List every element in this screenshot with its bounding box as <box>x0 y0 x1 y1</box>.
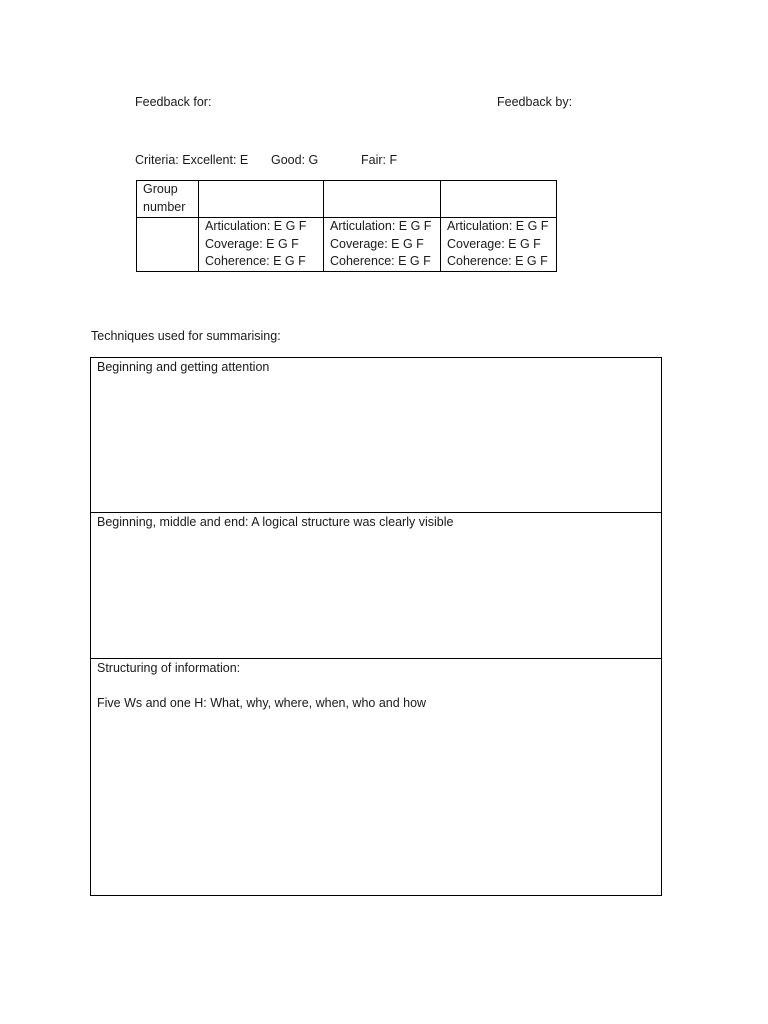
technique-row <box>91 513 662 659</box>
score-table <box>136 180 557 272</box>
articulation-rating: Articulation: E G F <box>447 219 549 233</box>
score-table-criteria-row <box>137 218 557 272</box>
techniques-heading: Techniques used for summarising: <box>91 329 281 343</box>
articulation-rating: Articulation: E G F <box>205 219 307 233</box>
score-table-header-row <box>137 181 557 218</box>
coherence-rating: Coherence: E G F <box>447 254 548 268</box>
criteria-fair: Fair: F <box>361 153 398 167</box>
articulation-rating: Articulation: E G F <box>330 219 432 233</box>
technique-title: Structuring of information: <box>97 661 241 675</box>
group-number-value[interactable] <box>137 218 199 272</box>
technique-title: Beginning, middle and end: A logical structure was clearly visible <box>97 515 454 529</box>
technique-subtitle: Five Ws and one H: What, why, where, when, who and how <box>97 696 427 710</box>
feedback-by-label: Feedback by: <box>497 95 573 109</box>
technique-title: Beginning and getting attention <box>97 360 270 374</box>
criteria-good: Good: G <box>271 153 319 167</box>
criteria-cell[interactable] <box>324 218 441 272</box>
criteria-label: Criteria: Excellent: E <box>135 153 249 167</box>
feedback-for-label: Feedback for: <box>135 95 212 109</box>
group-header-cell[interactable] <box>199 181 324 218</box>
technique-box-attention[interactable] <box>91 358 662 513</box>
techniques-table <box>90 357 662 896</box>
technique-box-information[interactable] <box>91 659 662 896</box>
criteria-cell[interactable] <box>199 218 324 272</box>
technique-row <box>91 659 662 896</box>
group-header-cell[interactable] <box>441 181 557 218</box>
technique-row <box>91 358 662 513</box>
group-header-cell[interactable] <box>324 181 441 218</box>
coherence-rating: Coherence: E G F <box>205 254 306 268</box>
coherence-rating: Coherence: E G F <box>330 254 431 268</box>
coverage-rating: Coverage: E G F <box>205 236 299 251</box>
technique-box-structure[interactable] <box>91 513 662 659</box>
criteria-cell[interactable] <box>441 218 557 272</box>
coverage-rating: Coverage: E G F <box>447 236 541 251</box>
group-number-label: Group number <box>137 181 199 218</box>
coverage-rating: Coverage: E G F <box>330 236 424 251</box>
